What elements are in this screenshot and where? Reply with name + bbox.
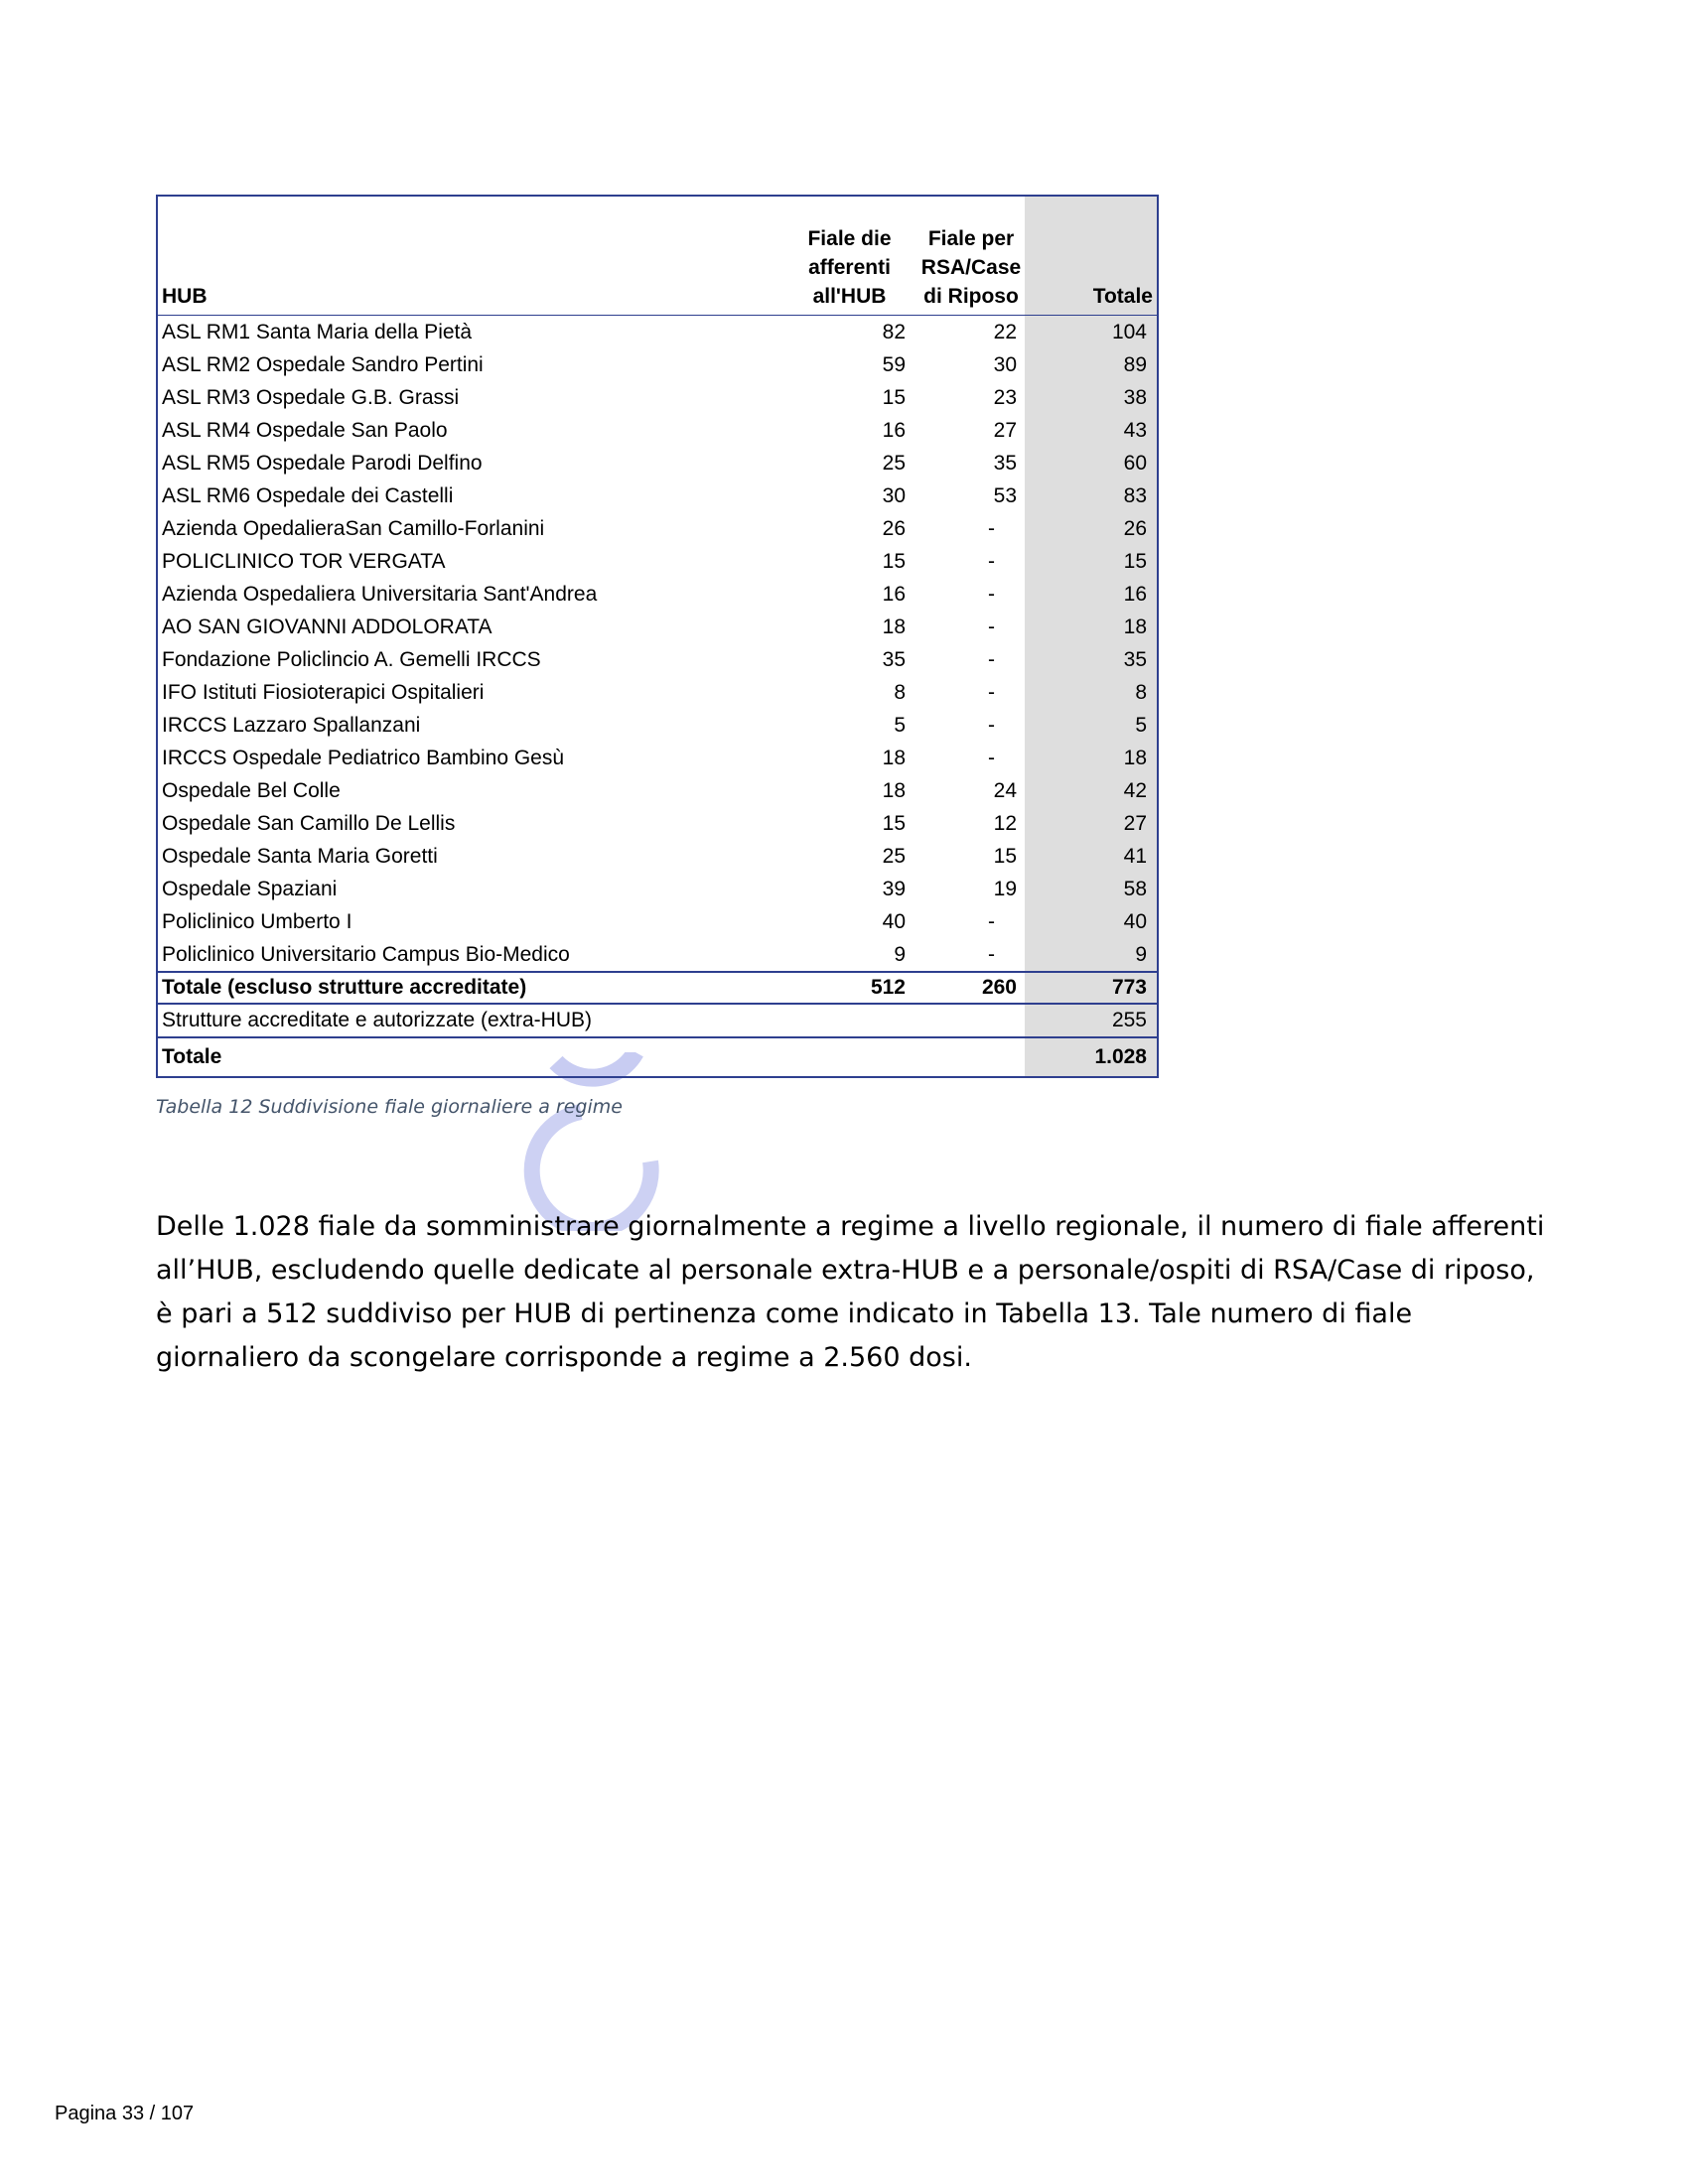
row-hub: Ospedale Santa Maria Goretti [162,844,438,868]
row-totale: 9 [1135,942,1147,966]
row-rsa: 30 [993,352,1017,376]
row-afferenti: 59 [882,352,906,376]
table-row [158,938,1157,972]
row-totale: 58 [1123,877,1147,900]
row-rsa: 15 [993,844,1017,868]
table-row [158,381,1157,414]
row-afferenti: 15 [882,811,906,835]
row-totale: 18 [1123,746,1147,769]
page-number: Pagina 33 / 107 [55,2103,195,2124]
row-rsa: - [988,549,995,573]
table-row [158,905,1157,938]
row-afferenti: 18 [882,746,906,769]
row-hub: Azienda OpedalieraSan Camillo-Forlanini [162,516,545,540]
extra-hub-label: Strutture accreditate e autorizzate (extra-HUB) [158,1004,783,1037]
table-row [158,578,1157,611]
row-totale: 18 [1123,614,1147,638]
table-body [158,315,1157,972]
row-totale: 41 [1123,844,1147,868]
row-rsa: 19 [993,877,1017,900]
row-afferenti: 40 [882,909,906,933]
row-afferenti: 18 [882,778,906,802]
grand-total-label: Totale [162,1044,222,1068]
row-totale: 40 [1123,909,1147,933]
row-hub: POLICLINICO TOR VERGATA [162,549,446,573]
row-totale: 26 [1123,516,1147,540]
header-hub: HUB [158,197,783,315]
row-rsa: 53 [993,483,1017,507]
subtotal-totale: 773 [1027,972,1157,1004]
table-row [158,676,1157,709]
row-totale: 60 [1123,451,1147,475]
table-header-row [158,197,1157,315]
row-totale: 5 [1135,713,1147,737]
row-rsa: - [988,647,995,671]
table-row [158,742,1157,774]
row-hub: ASL RM4 Ospedale San Paolo [162,418,448,442]
row-hub: Ospedale Spaziani [162,877,338,900]
row-hub: Ospedale Bel Colle [162,778,341,802]
row-hub: ASL RM2 Ospedale Sandro Pertini [162,352,484,376]
row-totale: 8 [1135,680,1147,704]
vials-table [156,195,1159,1078]
row-afferenti: 35 [882,647,906,671]
row-rsa: - [988,680,995,704]
row-afferenti: 25 [882,451,906,475]
row-afferenti: 30 [882,483,906,507]
row-afferenti: 39 [882,877,906,900]
extra-hub-totale: 255 [1027,1004,1157,1037]
row-totale: 104 [1111,320,1147,343]
row-rsa: - [988,713,995,737]
subtotal-afferenti: 512 [783,972,915,1004]
row-rsa: 27 [993,418,1017,442]
row-afferenti: 18 [882,614,906,638]
row-totale: 83 [1123,483,1147,507]
subtotal-row [158,972,1157,1004]
row-rsa: 35 [993,451,1017,475]
extra-hub-row [158,1004,1157,1037]
row-hub: Policlinico Universitario Campus Bio-Medico [162,942,570,966]
table-row [158,643,1157,676]
row-rsa: - [988,746,995,769]
row-hub: AO SAN GIOVANNI ADDOLORATA [162,614,492,638]
row-hub: ASL RM3 Ospedale G.B. Grassi [162,385,460,409]
table-row [158,611,1157,643]
row-afferenti: 15 [882,385,906,409]
table-caption: Tabella 12 Suddivisione fiale giornaliere a regime [156,1096,623,1118]
row-totale: 15 [1123,549,1147,573]
grand-total-value: 1.028 [1094,1044,1147,1068]
row-rsa: 24 [993,778,1017,802]
row-totale: 89 [1123,352,1147,376]
header-fiale-afferenti: Fiale die afferenti all'HUB [783,197,915,315]
table-row [158,774,1157,807]
row-rsa: - [988,582,995,606]
row-hub: ASL RM6 Ospedale dei Castelli [162,483,454,507]
row-totale: 43 [1123,418,1147,442]
row-rsa: 22 [993,320,1017,343]
row-totale: 35 [1123,647,1147,671]
table-row [158,873,1157,905]
row-rsa: 23 [993,385,1017,409]
table-row [158,807,1157,840]
subtotal-rsa: 260 [915,972,1027,1004]
row-rsa: 12 [993,811,1017,835]
row-afferenti: 16 [882,582,906,606]
body-paragraph: Delle 1.028 fiale da somministrare giornalmente a regime a livello regionale, il numero di fiale afferenti all’HUB, escludendo quelle dedicate al personale extra-HUB e a personale/ospiti di RSA/Case di riposo, è pari a 512 suddiviso per HUB di pertinenza come indicato in Tabella 13. Tale numero di fiale giornaliero da scongelare corrisponde a regime a 2.560 dosi. [156,1211,1545,1373]
table-row [158,348,1157,381]
row-afferenti: 16 [882,418,906,442]
row-totale: 16 [1123,582,1147,606]
row-afferenti: 8 [894,680,906,704]
table-row [158,447,1157,479]
row-hub: Ospedale San Camillo De Lellis [162,811,456,835]
row-afferenti: 82 [882,320,906,343]
row-totale: 38 [1123,385,1147,409]
watermark-logo [496,1052,794,1231]
table-row [158,709,1157,742]
header-totale: Totale [1027,197,1157,315]
row-rsa: - [988,614,995,638]
row-rsa: - [988,516,995,540]
row-totale: 27 [1123,811,1147,835]
row-afferenti: 25 [882,844,906,868]
row-hub: IFO Istituti Fiosioterapici Ospitalieri [162,680,485,704]
row-hub: ASL RM5 Ospedale Parodi Delfino [162,451,483,475]
table-row [158,479,1157,512]
row-afferenti: 9 [894,942,906,966]
row-rsa: - [988,942,995,966]
row-hub: IRCCS Ospedale Pediatrico Bambino Gesù [162,746,565,769]
table-row [158,414,1157,447]
table-row [158,840,1157,873]
row-hub: ASL RM1 Santa Maria della Pietà [162,320,473,343]
row-hub: IRCCS Lazzaro Spallanzani [162,713,421,737]
grand-total-row [158,1037,1157,1076]
row-rsa: - [988,909,995,933]
row-hub: Fondazione Policlincio A. Gemelli IRCCS [162,647,541,671]
row-afferenti: 15 [882,549,906,573]
row-afferenti: 26 [882,516,906,540]
row-hub: Policlinico Umberto I [162,909,352,933]
subtotal-label: Totale (escluso strutture accreditate) [158,972,783,1004]
table-row [158,315,1157,348]
header-fiale-rsa: Fiale per RSA/Case di Riposo [915,197,1027,315]
row-hub: Azienda Ospedaliera Universitaria Sant'Andrea [162,582,598,606]
row-afferenti: 5 [894,713,906,737]
table-row [158,545,1157,578]
table-row [158,512,1157,545]
row-totale: 42 [1123,778,1147,802]
